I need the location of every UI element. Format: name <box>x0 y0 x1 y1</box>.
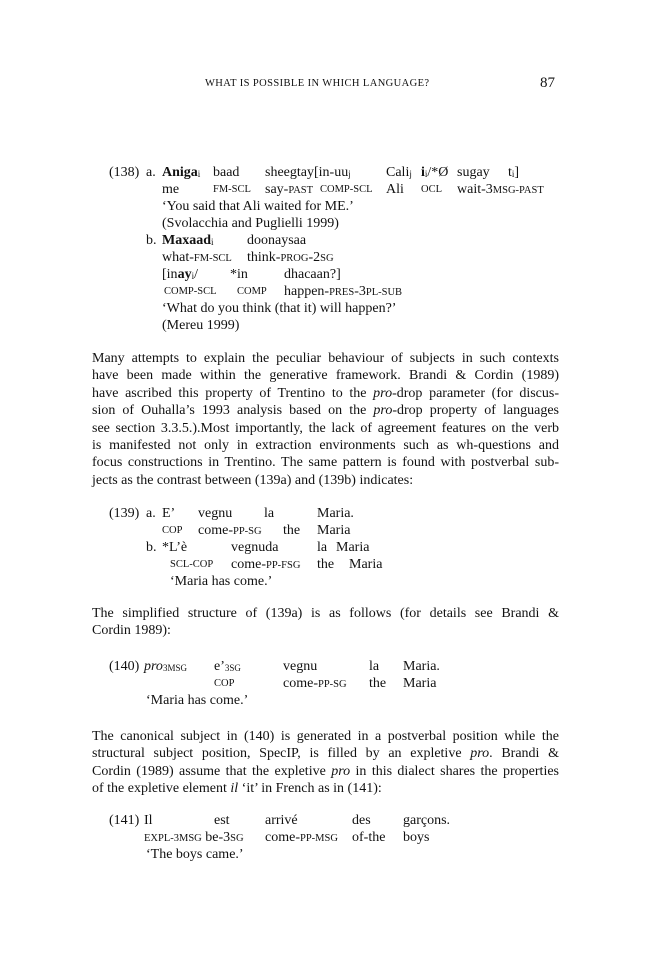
text-line: have ascribed this property of Trentino to the pro-drop parameter (for discus- <box>92 385 559 401</box>
text-line: Many attempts to explain the peculiar behaviour of subjects in such contexts <box>92 351 559 366</box>
text-line: structural subject position, SpecIP, is filled by an expletive pro. Brandi & <box>92 746 559 762</box>
paragraph-1 <box>92 350 559 489</box>
text-line: focus constructions in Trentino. The same pattern is found with postverbal sub- <box>92 455 559 471</box>
text-line: see section 3.3.5.).Most importantly, the lack of agreement features on the verb <box>92 420 559 436</box>
text-line: The simplified structure of (139a) is as follows (for details see Brandi & <box>92 606 559 621</box>
text-line: Cordin 1989): <box>92 623 171 639</box>
text-line: of the expletive element il ‘it’ in French as in (141): <box>92 781 382 797</box>
text-line: jects as the contrast between (139a) and (139b) indicates: <box>92 472 414 488</box>
text-line: The canonical subject in (140) is generated in a postverbal position while the <box>92 729 559 744</box>
text-line: is manifested not only in extraction environments such as wh-questions and <box>92 437 559 453</box>
page-number: 87 <box>540 75 555 91</box>
text-line: sion of Ouhalla’s 1993 analysis based on the pro-drop property of languages <box>92 403 559 419</box>
text-line: Cordin (1989) assume that the expletive pro in this dialect shares the properties <box>92 763 559 779</box>
paragraph-3 <box>92 728 559 798</box>
paragraph-2 <box>92 605 559 640</box>
running-title: WHAT IS POSSIBLE IN WHICH LANGUAGE? <box>205 78 430 89</box>
text-line: have been made within the generative framework. Brandi & Cordin (1989) <box>92 368 559 384</box>
